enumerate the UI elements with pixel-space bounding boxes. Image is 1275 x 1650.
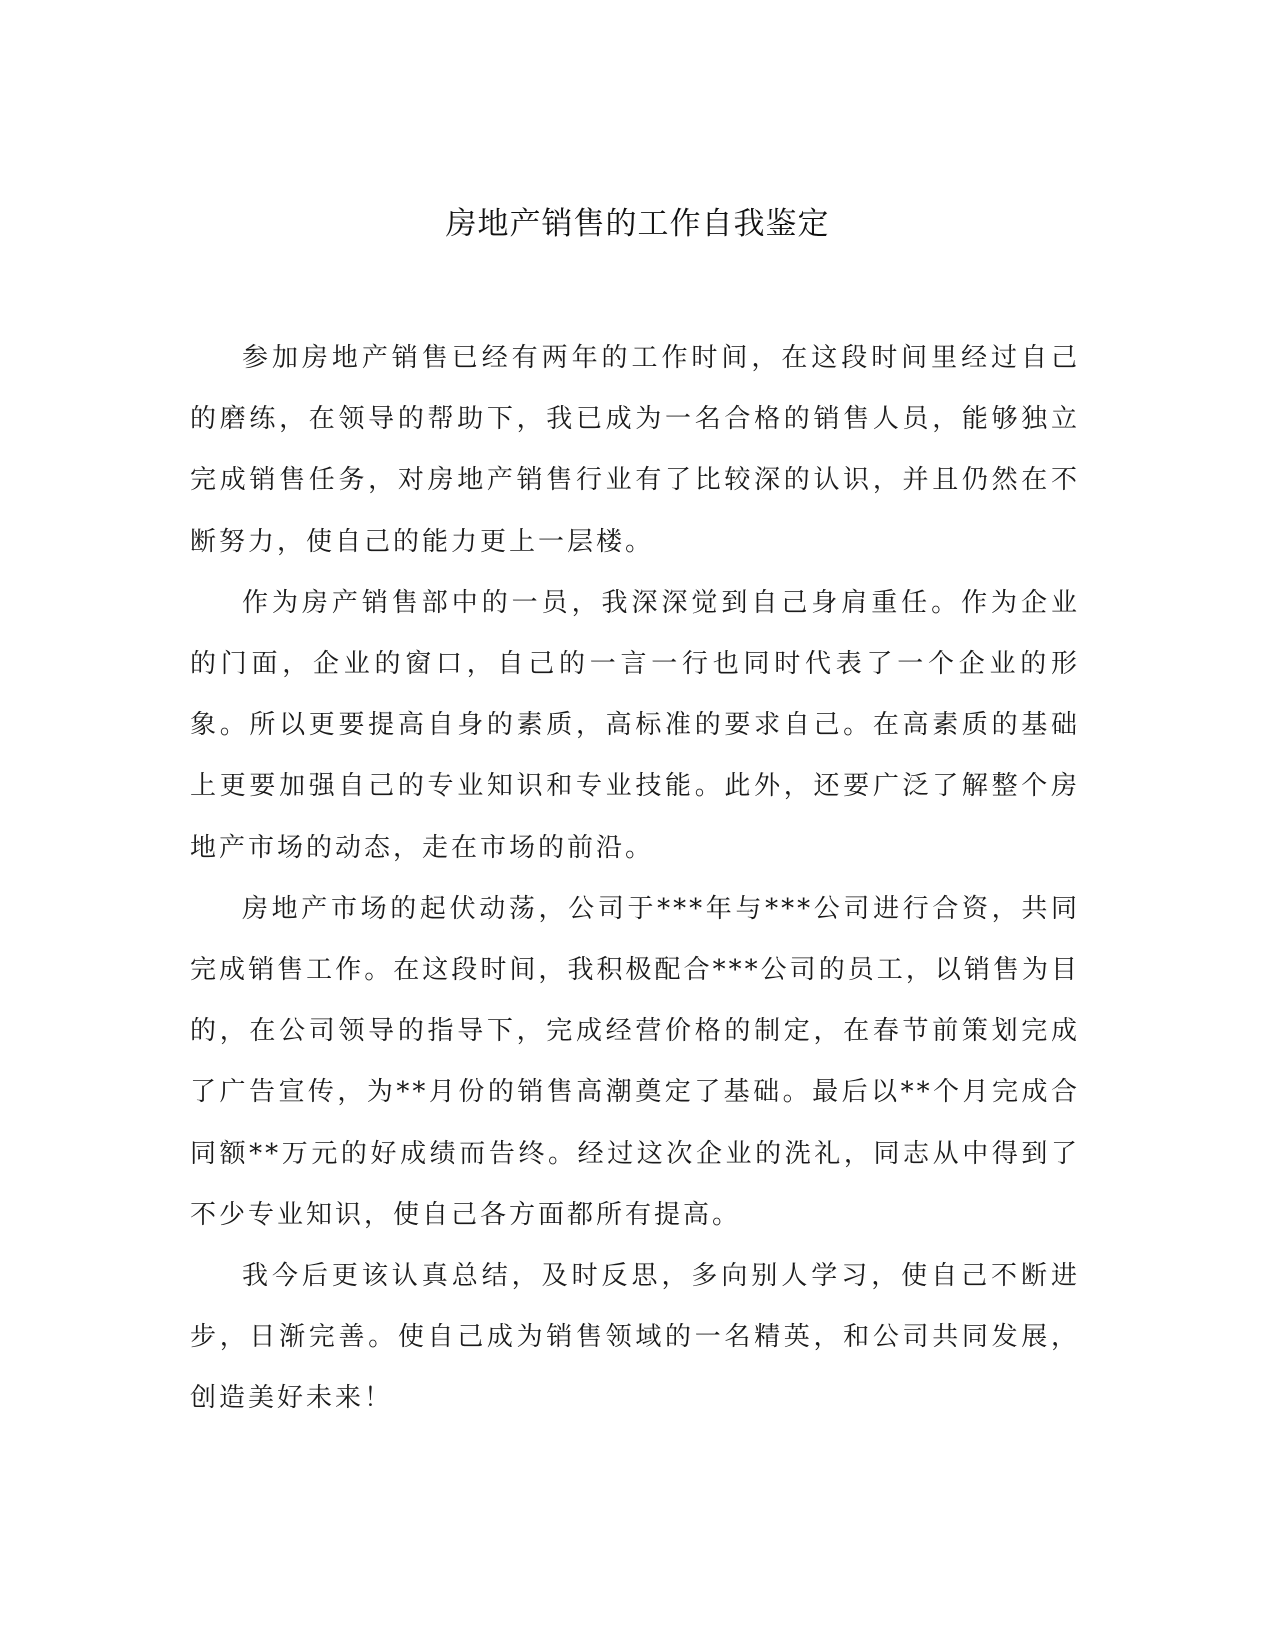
- paragraph-1: 参加房地产销售已经有两年的工作时间，在这段时间里经过自己的磨练，在领导的帮助下，我已成为一名合格的销售人员，能够独立完成销售任务，对房地产销售行业有了比较深的认识，并且仍然在不断努力，使自己的能力更上一层楼。: [190, 343, 1080, 557]
- paragraph-3: 房地产市场的起伏动荡，公司于***年与***公司进行合资，共同完成销售工作。在这段时间，我积极配合***公司的员工，以销售为目的，在公司领导的指导下，完成经营价格的制定，在春节前策划完成了广告宣传，为**月份的销售高潮奠定了基础。最后以**个月完成合同额**万元的好成绩而告终。经过这次企业的洗礼，同志从中得到了不少专业知识，使自己各方面都所有提高。: [190, 893, 1080, 1230]
- paragraph-4: 我今后更该认真总结，及时反思，多向别人学习，使自己不断进步，日渐完善。使自己成为销售领域的一名精英，和公司共同发展，创造美好未来！: [190, 1261, 1080, 1414]
- document-body: [190, 328, 1080, 1430]
- paragraph-2: 作为房产销售部中的一员，我深深觉到自己身肩重任。作为企业的门面，企业的窗口，自己的一言一行也同时代表了一个企业的形象。所以更要提高自身的素质，高标准的要求自己。在高素质的基础上更要加强自己的专业知识和专业技能。此外，还要广泛了解整个房地产市场的动态，走在市场的前沿。: [190, 587, 1080, 863]
- document-title: 房地产销售的工作自我鉴定: [445, 206, 830, 242]
